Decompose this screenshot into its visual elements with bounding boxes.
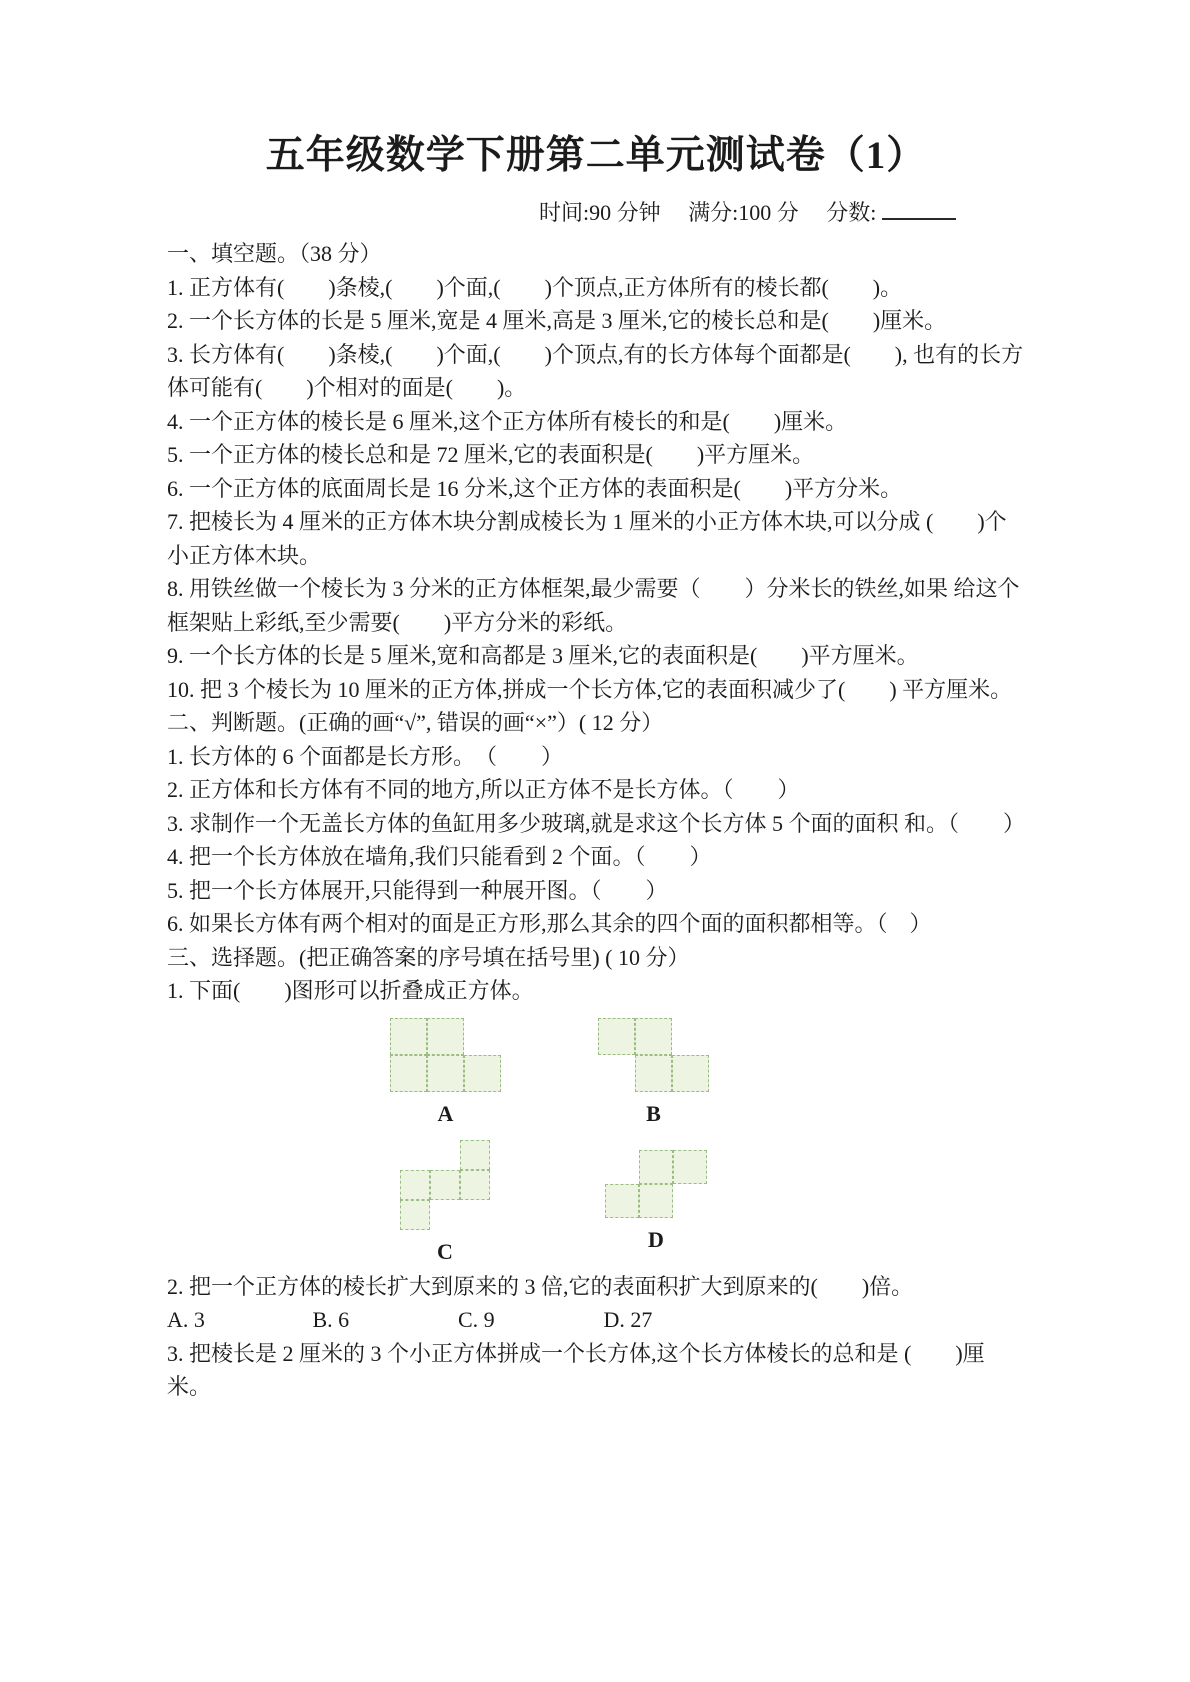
net-cell — [400, 1200, 430, 1230]
net-label-b: B — [646, 1100, 661, 1126]
net-canvas — [400, 1140, 490, 1230]
fill-question-10: 10. 把 3 个棱长为 10 厘米的正方体,拼成一个长方体,它的表面积减少了( ) 平方厘米。 — [167, 676, 1013, 702]
net-cell — [464, 1055, 501, 1092]
net-cell — [598, 1018, 635, 1055]
fill-question-3: 3. 长方体有( )条棱,( )个面,( )个顶点,有的长方体每个面都是( ), 也有的长方体可能有( )个相对的面是( )。 — [167, 341, 1024, 400]
judge-question-2: 2. 正方体和长方体有不同的地方,所以正方体不是长方体。（ ） — [167, 777, 800, 802]
section-fill-in-blanks — [167, 237, 1025, 706]
score-blank-line — [882, 214, 956, 220]
option-a: A. 3 — [167, 1307, 205, 1332]
net-cell — [672, 1055, 709, 1092]
cube-net-a — [390, 1018, 501, 1127]
paper-content — [167, 124, 1025, 1404]
judge-question-4: 4. 把一个长方体放在墙角,我们只能看到 2 个面。（ ） — [167, 844, 712, 869]
judge-question-6: 6. 如果长方体有两个相对的面是正方形,那么其余的四个面的面积都相等。（ ） — [167, 911, 932, 936]
net-cell — [427, 1055, 464, 1092]
section1-heading: 一、填空题。（38 分） — [167, 241, 382, 266]
fill-question-7: 7. 把棱长为 4 厘米的正方体木块分割成棱长为 1 厘米的小正方体木块,可以分成 ( )个小正方体木块。 — [167, 509, 1007, 568]
option-b: B. 6 — [312, 1307, 350, 1332]
net-cell — [605, 1184, 639, 1218]
net-label-d: D — [648, 1226, 664, 1252]
net-cell — [639, 1150, 673, 1184]
fill-question-2: 2. 一个长方体的长是 5 厘米,宽是 4 厘米,高是 3 厘米,它的棱长总和是( )厘米。 — [167, 308, 947, 333]
choice-question-3: 3. 把棱长是 2 厘米的 3 个小正方体拼成一个长方体,这个长方体棱长的总和是 ( )厘米。 — [167, 1340, 985, 1399]
paper-meta — [539, 196, 1025, 227]
net-cell — [673, 1150, 707, 1184]
cube-net-d — [605, 1150, 707, 1253]
net-cell — [400, 1170, 430, 1200]
cube-nets-figure — [167, 1016, 1025, 1268]
net-canvas — [390, 1018, 501, 1092]
net-canvas — [605, 1150, 707, 1218]
judge-question-5: 5. 把一个长方体展开,只能得到一种展开图。（ ） — [167, 877, 668, 903]
judge-question-1: 1. 长方体的 6 个面都是长方形。 （ ） — [167, 743, 564, 769]
net-canvas — [598, 1018, 709, 1092]
fill-question-1: 1. 正方体有( )条棱,( )个面,( )个顶点,正方体所有的棱长都( )。 — [167, 274, 903, 300]
net-label-a: A — [437, 1100, 454, 1126]
choice-question-2: 2. 把一个正方体的棱长扩大到原来的 3 倍,它的表面积扩大到原来的( )倍。 — [167, 1273, 914, 1299]
meta-total-score: 满分:100 分 — [688, 200, 799, 225]
net-cell — [430, 1170, 460, 1200]
choice-question-1: 1. 下面( )图形可以折叠成正方体。 — [167, 978, 534, 1003]
option-c: C. 9 — [458, 1307, 495, 1332]
net-label-c: C — [437, 1238, 453, 1264]
meta-score-label: 分数: — [826, 200, 877, 225]
net-cell — [639, 1184, 673, 1218]
cube-net-b — [598, 1018, 709, 1127]
net-cell — [635, 1018, 672, 1055]
net-cell — [390, 1018, 427, 1055]
net-cell — [427, 1018, 464, 1055]
fill-question-5: 5. 一个正方体的棱长总和是 72 厘米,它的表面积是( )平方厘米。 — [167, 442, 815, 467]
judge-question-3: 3. 求制作一个无盖长方体的鱼缸用多少玻璃,就是求这个长方体 5 个面的面积 和。（ ） — [167, 810, 1026, 836]
choice-question-2-options — [167, 1303, 1025, 1337]
fill-question-6: 6. 一个正方体的底面周长是 16 分米,这个正方体的表面积是( )平方分米。 — [167, 475, 903, 501]
section3-heading: 三、选择题。(把正确答案的序号填在括号里) ( 10 分） — [167, 944, 690, 970]
section-multiple-choice — [167, 941, 1025, 1404]
section2-heading: 二、判断题。(正确的画“√”, 错误的画“×”）( 12 分） — [167, 710, 664, 735]
net-cell — [635, 1055, 672, 1092]
meta-time: 时间:90 分钟 — [539, 200, 661, 225]
page-title: 五年级数学下册第二单元测试卷（1） — [265, 134, 927, 177]
fill-question-8: 8. 用铁丝做一个棱长为 3 分米的正方体框架,最少需要（ ）分米长的铁丝,如果 给这个框架贴上彩纸,至少需要( )平方分米的彩纸。 — [167, 576, 1020, 635]
net-cell — [390, 1055, 427, 1092]
net-cell — [460, 1170, 490, 1200]
fill-question-9: 9. 一个长方体的长是 5 厘米,宽和高都是 3 厘米,它的表面积是( )平方厘米。 — [167, 643, 919, 668]
option-d: D. 27 — [603, 1307, 653, 1332]
net-cell — [460, 1140, 490, 1170]
cube-net-c — [400, 1140, 490, 1265]
section-true-false — [167, 706, 1025, 941]
fill-question-4: 4. 一个正方体的棱长是 6 厘米,这个正方体所有棱长的和是( )厘米。 — [167, 408, 848, 434]
